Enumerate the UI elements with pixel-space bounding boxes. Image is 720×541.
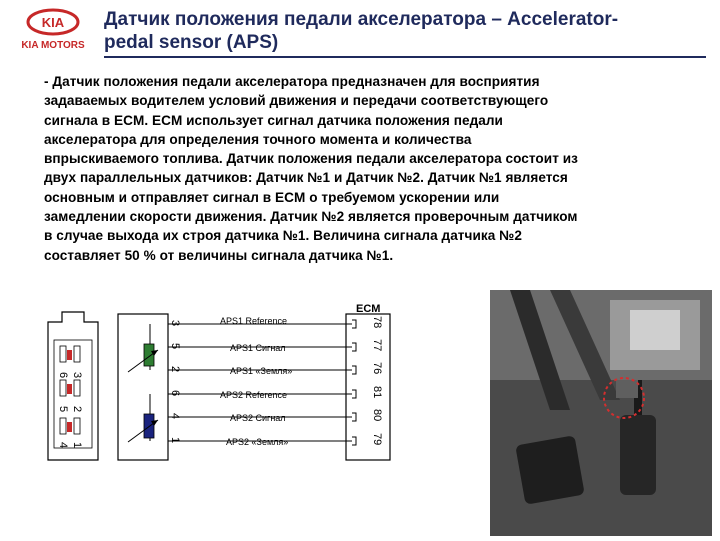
sensor-pin-number: 2 <box>169 366 181 373</box>
title-line-1: Датчик положения педали акселератора – Accelerator- <box>104 9 619 30</box>
ecm-pin-number: 79 <box>371 433 383 446</box>
sensor-pin-number: 5 <box>169 343 181 350</box>
paragraph-line: составляет 50 % от величины сигнала датчика №1. <box>44 247 394 263</box>
paragraph-line: акселератора для определения точного момента и количества <box>44 131 472 147</box>
ecm-pin-markers <box>352 320 356 445</box>
connector-pin-label: 3 <box>71 372 83 379</box>
kia-logo <box>10 8 96 52</box>
connector-pin-label: 5 <box>57 406 69 413</box>
pedal-photo <box>490 290 712 536</box>
signal-label: APS1 Reference <box>220 316 288 326</box>
paragraph-line: задаваемых водителем условий движения и передачи соответствующего <box>44 93 549 109</box>
ecm-pin-number: 80 <box>371 409 383 422</box>
ecm-pin-number: 81 <box>371 386 383 399</box>
sensor-pin-number: 6 <box>169 390 181 397</box>
sensor-pin-number: 1 <box>169 437 181 444</box>
paragraph-line: основным и отправляет сигнал в ECM о требуемом ускорении или <box>44 189 500 205</box>
sensor-pin-number: 3 <box>169 320 181 327</box>
title-line-2: pedal sensor (APS) <box>104 32 279 53</box>
sensor-connector <box>48 312 98 460</box>
connector-pin-label: 4 <box>57 442 69 449</box>
sensor-pin-number: 4 <box>169 413 181 420</box>
connector-pin-label: 6 <box>57 372 69 379</box>
sensor-1-potentiometer <box>128 324 158 372</box>
logo-caption: KIA MOTORS <box>21 40 85 51</box>
ecm-pin-number: 77 <box>371 339 383 352</box>
paragraph-line: впрыскиваемого топлива. Датчик положения педали акселератора состоит из <box>44 151 578 167</box>
signal-label: APS1 «Земля» <box>230 366 293 376</box>
paragraph-line: замедлении скорости движения. Датчик №2 является проверочным датчиком <box>44 209 578 225</box>
description-paragraph <box>44 72 696 265</box>
ecm-pin-number: 76 <box>371 362 383 375</box>
signal-label: APS1 Сигнал <box>230 343 286 353</box>
signal-label: APS2 Сигнал <box>230 413 286 423</box>
signal-label: APS2 «Земля» <box>226 437 289 447</box>
ecm-label: ECM <box>356 303 381 315</box>
sensor-housing <box>118 314 168 460</box>
paragraph-line: двух параллельных датчиков: Датчик №1 и Датчик №2. Датчик №1 является <box>44 170 568 186</box>
page-title <box>104 8 704 54</box>
paragraph-line: в случае выхода их строя датчика №1. Величина сигнала датчика №2 <box>44 228 522 244</box>
logo-text: KIA <box>41 15 65 30</box>
ecm-pin-number: 78 <box>371 316 383 329</box>
connector-pin-label: 2 <box>71 406 83 413</box>
paragraph-line: - Датчик положения педали акселератора предназначен для восприятия <box>44 74 540 89</box>
paragraph-line: сигнала в ECM. ECM использует сигнал датчика положения педали <box>44 112 503 128</box>
signal-label: APS2 Reference <box>220 390 288 400</box>
connector-pin-label: 1 <box>71 442 83 449</box>
title-divider <box>104 56 706 58</box>
wiring-diagram <box>40 300 400 470</box>
sensor-2-potentiometer <box>128 394 158 442</box>
